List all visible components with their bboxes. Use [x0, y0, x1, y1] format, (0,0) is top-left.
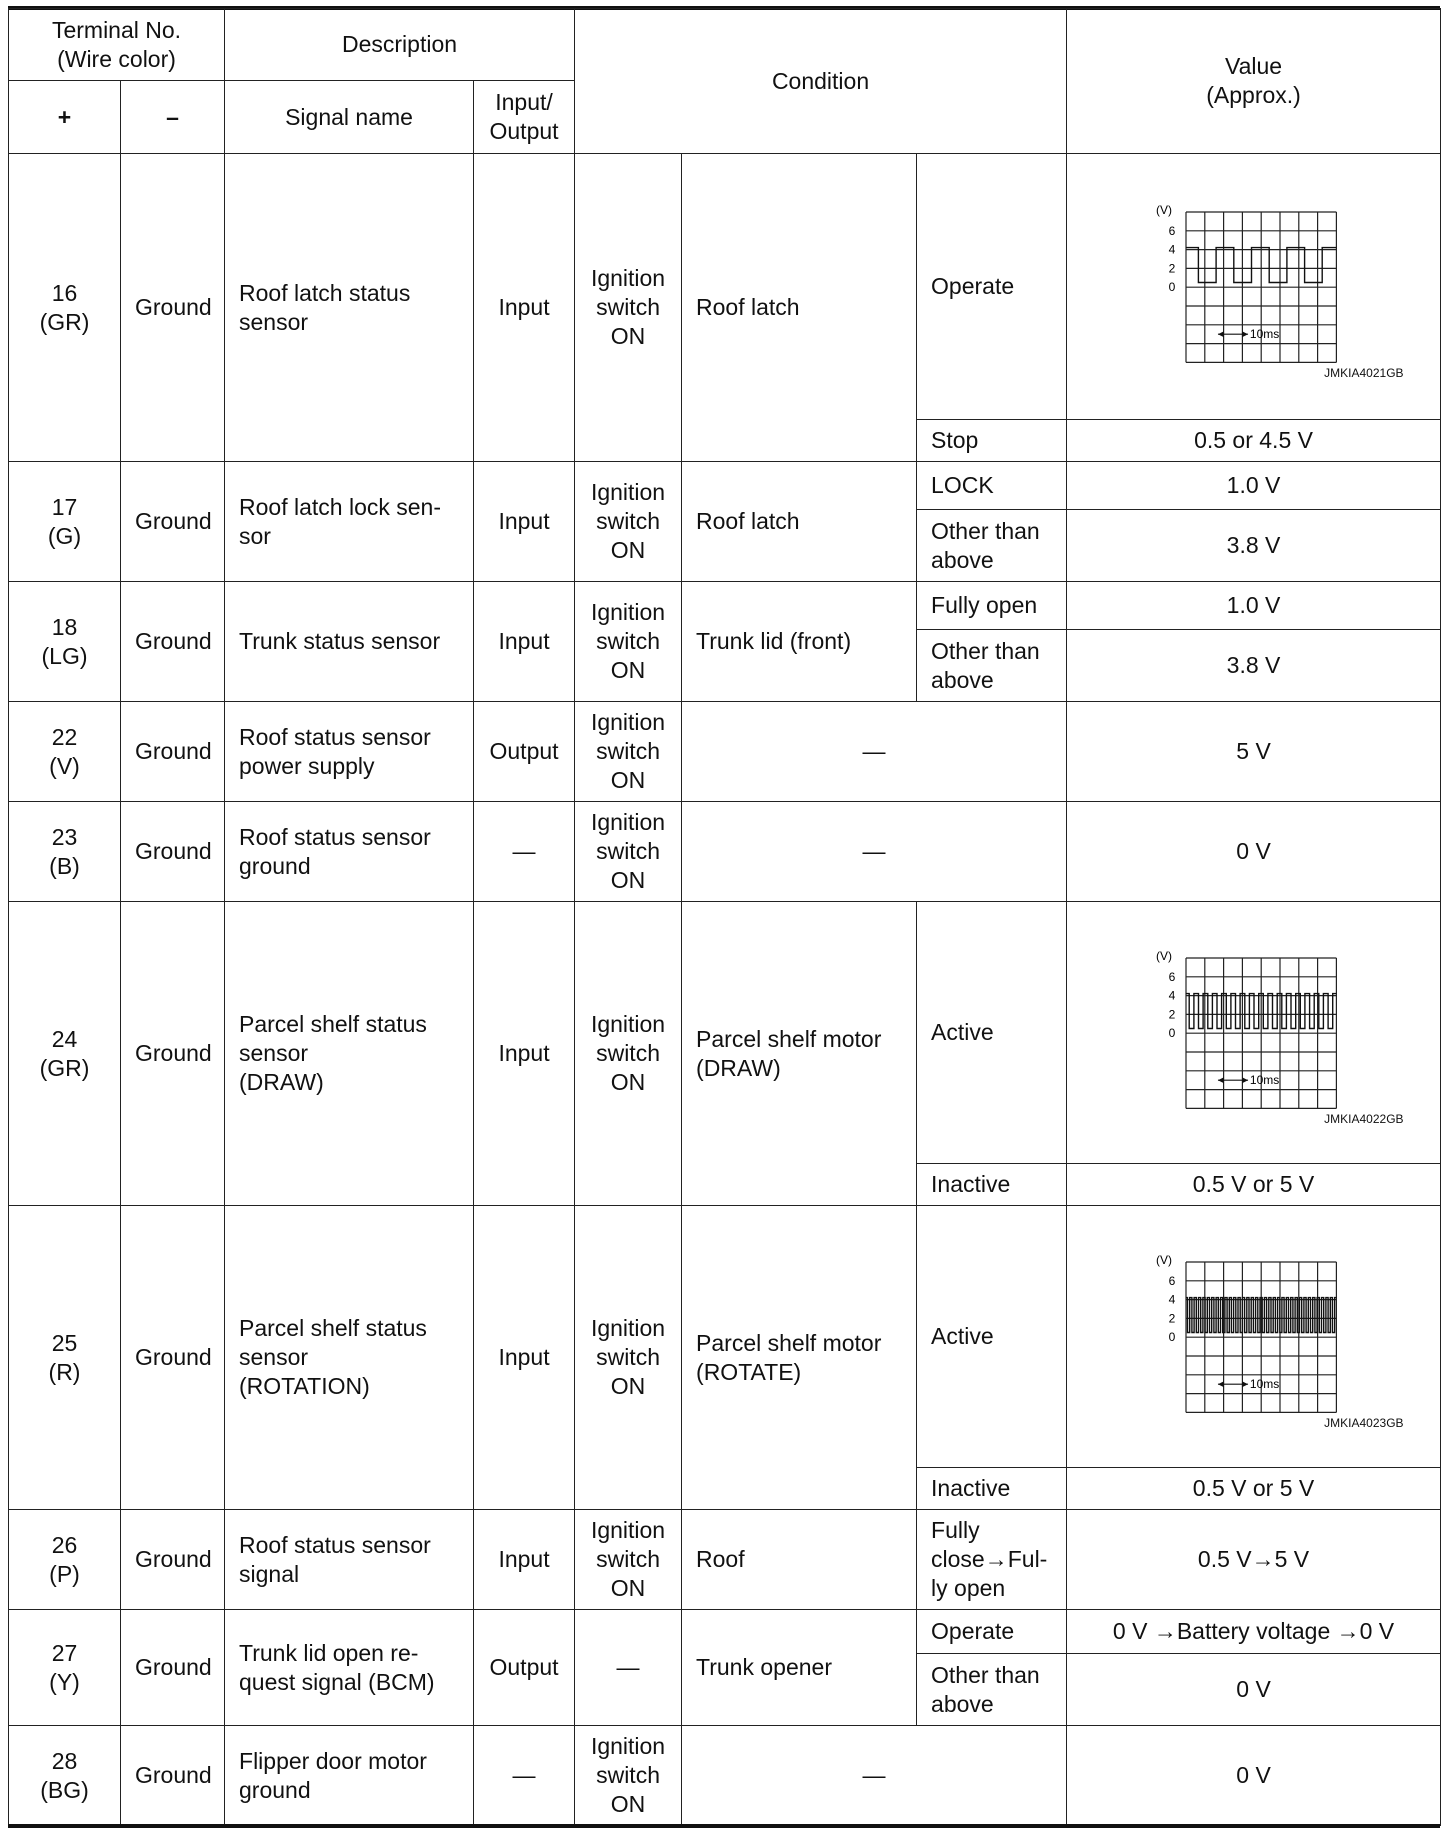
ignition-cell	[575, 1726, 682, 1826]
signal-name-cell-line: Trunk lid open re-	[239, 1639, 419, 1666]
signal-name-cell-line: Roof latch lock sen-	[239, 493, 441, 520]
terminal-number: 26	[51, 1531, 78, 1558]
signal-name-cell-line: Roof latch status	[239, 279, 411, 306]
ignition-cell-line: ON	[610, 657, 646, 683]
waveform-svg	[1104, 1248, 1404, 1416]
header-row-1	[9, 9, 1441, 81]
ground-cell: Ground	[121, 462, 225, 582]
signal-name-cell-line: sor	[239, 522, 271, 549]
y-tick-label: 2	[1168, 1310, 1175, 1325]
waveform-chart	[1104, 944, 1404, 1126]
state-name: Stop	[917, 420, 1067, 462]
value-label: Value	[1224, 53, 1283, 79]
value-cell: 0.5 V or 5 V	[1067, 1468, 1441, 1510]
wire-color: (GR)	[39, 1054, 90, 1081]
terminal-header	[9, 9, 225, 81]
ignition-cell-line: switch	[596, 508, 660, 534]
ground-cell: Ground	[121, 902, 225, 1206]
state-name: Inactive	[917, 1468, 1067, 1510]
signal-name-cell-line: quest signal (BCM)	[239, 1668, 435, 1695]
signal-name-cell-line: ground	[239, 1776, 311, 1803]
value-cell: 0 V	[1067, 1726, 1441, 1826]
ground-cell: Ground	[121, 1726, 225, 1826]
ignition-cell-line: Ignition	[590, 709, 666, 735]
waveform-chart	[1104, 1248, 1404, 1430]
value-cell: 0 V	[1067, 1654, 1441, 1726]
state-name: Operate	[917, 1610, 1067, 1654]
figure-code: JMKIA4021GB	[1324, 365, 1404, 380]
ignition-cell-line: ON	[610, 867, 646, 893]
signal-name-cell	[225, 802, 474, 902]
ignition-cell-line: switch	[596, 294, 660, 320]
state-name: Active	[917, 1206, 1067, 1468]
y-tick-label: 2	[1168, 1006, 1175, 1021]
ignition-cell-line: —	[616, 1654, 640, 1680]
ground-cell: Ground	[121, 802, 225, 902]
wire-color: (GR)	[39, 308, 90, 335]
signal-name-cell	[225, 462, 474, 582]
table-row	[9, 1610, 1441, 1654]
terminal-cell	[9, 462, 121, 582]
state-name: Other than above	[917, 630, 1067, 702]
y-tick-label: 0	[1168, 1025, 1175, 1040]
condition-cell: Roof latch	[682, 154, 917, 462]
ignition-cell	[575, 702, 682, 802]
signal-name-cell-line: ground	[239, 852, 311, 879]
io-cell: Input	[474, 1206, 575, 1510]
wire-color: (B)	[49, 852, 80, 879]
wire-color: (LG)	[41, 642, 88, 669]
signal-name-cell	[225, 582, 474, 702]
plus-header: +	[9, 81, 121, 154]
signal-name-cell-line: (DRAW)	[239, 1069, 324, 1095]
condition-cell: —	[682, 802, 1067, 902]
terminal-number: 18	[51, 613, 78, 640]
table-row	[9, 902, 1441, 1164]
condition-cell-line: Parcel shelf motor	[696, 1025, 882, 1052]
table-row	[9, 462, 1441, 510]
time-scale-label: 10ms	[1249, 326, 1279, 341]
ignition-cell-line: ON	[610, 1575, 646, 1601]
time-arrow-left	[1217, 1381, 1223, 1387]
value-cell: 0.5 V or 5 V	[1067, 1164, 1441, 1206]
state-name: Fully open	[917, 582, 1067, 630]
y-tick-label: 4	[1168, 988, 1175, 1003]
terminal-table-wrapper	[8, 8, 1440, 1826]
y-tick-label: 0	[1168, 279, 1175, 294]
table-body	[9, 154, 1441, 1826]
waveform-svg	[1104, 944, 1404, 1112]
time-arrow-right	[1242, 1077, 1248, 1083]
ignition-cell-line: ON	[610, 323, 646, 349]
state-name: Other than above	[917, 1654, 1067, 1726]
signal-name-cell	[225, 1206, 474, 1510]
wire-color: (BG)	[40, 1776, 89, 1803]
terminal-number: 16	[51, 279, 78, 306]
condition-cell-line: Parcel shelf motor	[696, 1329, 882, 1356]
state-name: Active	[917, 902, 1067, 1164]
ignition-cell-line: Ignition	[590, 1011, 666, 1037]
value-cell: 0 V	[1067, 802, 1441, 902]
ignition-cell-line: Ignition	[590, 265, 666, 291]
io-cell: Output	[474, 702, 575, 802]
y-tick-label: 0	[1168, 1329, 1175, 1344]
terminal-cell	[9, 1206, 121, 1510]
condition-cell: —	[682, 1726, 1067, 1826]
ground-cell: Ground	[121, 702, 225, 802]
ground-cell: Ground	[121, 1610, 225, 1726]
y-unit-label: (V)	[1155, 948, 1172, 963]
signal-name-cell	[225, 1726, 474, 1826]
wire-color: (V)	[49, 752, 80, 779]
signal-name-cell-line: Flipper door motor	[239, 1747, 427, 1774]
io-cell: Input	[474, 154, 575, 462]
ignition-cell	[575, 802, 682, 902]
signal-name-cell	[225, 1510, 474, 1610]
signal-name-cell-line: power supply	[239, 752, 375, 779]
ignition-cell-line: Ignition	[590, 479, 666, 505]
signal-name-cell-line: Parcel shelf status	[239, 1315, 427, 1341]
signal-name-cell	[225, 154, 474, 462]
y-tick-label: 2	[1168, 260, 1175, 275]
value-header	[1067, 9, 1441, 154]
terminal-no-label: Terminal No.	[51, 16, 182, 43]
condition-cell: Roof latch	[682, 462, 917, 582]
figure-code: JMKIA4023GB	[1324, 1415, 1404, 1430]
ignition-cell-line: Ignition	[590, 1315, 666, 1341]
value-cell: 3.8 V	[1067, 510, 1441, 582]
terminal-number: 22	[51, 723, 78, 750]
condition-cell: Roof	[682, 1510, 917, 1610]
ground-cell: Ground	[121, 154, 225, 462]
value-cell: 5 V	[1067, 702, 1441, 802]
ground-cell: Ground	[121, 582, 225, 702]
waveform-cell	[1067, 1206, 1441, 1468]
condition-header: Condition	[575, 9, 1067, 154]
table-row	[9, 802, 1441, 902]
y-tick-label: 6	[1168, 223, 1175, 238]
wire-color-label: (Wire color)	[57, 45, 176, 72]
figure-code: JMKIA4022GB	[1324, 1111, 1404, 1126]
y-unit-label: (V)	[1155, 202, 1172, 217]
signal-name-cell-line: Parcel shelf status	[239, 1011, 427, 1037]
ignition-cell	[575, 902, 682, 1206]
ignition-cell-line: Ignition	[590, 1517, 666, 1543]
terminal-cell	[9, 702, 121, 802]
terminal-cell	[9, 1610, 121, 1726]
terminal-cell	[9, 582, 121, 702]
table-row	[9, 1206, 1441, 1468]
ignition-cell	[575, 582, 682, 702]
approx-label: (Approx.)	[1206, 82, 1301, 108]
io-header	[474, 81, 575, 154]
signal-name-cell	[225, 702, 474, 802]
ignition-cell-line: switch	[596, 1040, 660, 1066]
ignition-cell-line: switch	[596, 1344, 660, 1370]
condition-cell	[682, 1206, 917, 1510]
time-scale-label: 10ms	[1249, 1376, 1279, 1391]
state-name	[917, 1510, 1067, 1610]
io-cell: —	[474, 1726, 575, 1826]
wire-color: (P)	[49, 1560, 80, 1587]
ignition-cell-line: switch	[596, 1762, 660, 1788]
value-cell: 0.5 V→5 V	[1067, 1510, 1441, 1610]
ignition-cell-line: switch	[596, 838, 660, 864]
ignition-cell-line: Ignition	[590, 599, 666, 625]
value-cell: 0.5 or 4.5 V	[1067, 420, 1441, 462]
minus-header: –	[121, 81, 225, 154]
ignition-cell	[575, 1206, 682, 1510]
waveform-cell	[1067, 902, 1441, 1164]
signal-name-cell-line: Roof status sensor	[239, 823, 431, 850]
signal-name-cell	[225, 902, 474, 1206]
value-cell: 3.8 V	[1067, 630, 1441, 702]
condition-cell: —	[682, 702, 1067, 802]
y-tick-label: 6	[1168, 1273, 1175, 1288]
io-cell: Input	[474, 1510, 575, 1610]
condition-cell-line: (DRAW)	[696, 1054, 781, 1081]
wire-color: (G)	[47, 522, 82, 549]
signal-name-cell-line: sensor	[239, 1040, 309, 1066]
ignition-cell-line: Ignition	[590, 1733, 666, 1759]
io-cell: Input	[474, 902, 575, 1206]
ignition-cell	[575, 1610, 682, 1726]
waveform-cell	[1067, 154, 1441, 420]
terminal-cell	[9, 902, 121, 1206]
signal-name-cell-line: Roof status sensor	[239, 1531, 431, 1558]
terminal-number: 17	[51, 493, 78, 520]
terminal-cell	[9, 154, 121, 462]
state-name-line: close→Ful-	[931, 1546, 1048, 1572]
ignition-cell-line: ON	[610, 767, 646, 793]
terminal-table	[8, 8, 1441, 1826]
state-name-line: Fully	[931, 1517, 980, 1543]
time-arrow-left	[1217, 1077, 1223, 1083]
ground-cell: Ground	[121, 1510, 225, 1610]
ignition-cell-line: Ignition	[590, 809, 666, 835]
table-row	[9, 1510, 1441, 1610]
table-row	[9, 702, 1441, 802]
y-unit-label: (V)	[1155, 1252, 1172, 1267]
io-cell: Input	[474, 462, 575, 582]
ignition-cell-line: ON	[610, 1069, 646, 1095]
state-name: Inactive	[917, 1164, 1067, 1206]
table-row	[9, 582, 1441, 630]
wire-color: (Y)	[49, 1668, 80, 1695]
time-arrow-right	[1242, 1381, 1248, 1387]
signal-name-header: Signal name	[225, 81, 474, 154]
value-cell: 1.0 V	[1067, 462, 1441, 510]
io-label-2: Output	[489, 118, 559, 144]
wire-color: (R)	[48, 1358, 81, 1385]
terminal-number: 23	[51, 823, 78, 850]
state-name-line: ly open	[931, 1575, 1006, 1601]
signal-name-cell-line: sensor	[239, 1344, 309, 1370]
signal-name-cell-line: signal	[239, 1560, 300, 1587]
signal-name-cell-line: Trunk status sensor	[239, 628, 441, 654]
state-name: Other than above	[917, 510, 1067, 582]
ignition-cell-line: ON	[610, 1373, 646, 1399]
io-cell: Input	[474, 582, 575, 702]
state-name: LOCK	[917, 462, 1067, 510]
condition-cell	[682, 902, 917, 1206]
y-tick-label: 6	[1168, 969, 1175, 984]
ignition-cell	[575, 1510, 682, 1610]
ignition-cell-line: switch	[596, 738, 660, 764]
terminal-number: 24	[51, 1025, 78, 1052]
ignition-cell	[575, 154, 682, 462]
signal-name-cell-line: sensor	[239, 308, 309, 335]
ignition-cell-line: ON	[610, 537, 646, 563]
ignition-cell	[575, 462, 682, 582]
time-scale-label: 10ms	[1249, 1072, 1279, 1087]
terminal-number: 25	[51, 1329, 78, 1356]
io-cell: —	[474, 802, 575, 902]
waveform-svg	[1104, 198, 1404, 366]
condition-cell: Trunk lid (front)	[682, 582, 917, 702]
state-name: Operate	[917, 154, 1067, 420]
signal-name-cell-line: (ROTATION)	[239, 1373, 370, 1399]
terminal-cell	[9, 802, 121, 902]
terminal-cell	[9, 1726, 121, 1826]
io-cell: Output	[474, 1610, 575, 1726]
terminal-number: 27	[51, 1639, 78, 1666]
ignition-cell-line: switch	[596, 1546, 660, 1572]
condition-cell: Trunk opener	[682, 1610, 917, 1726]
terminal-number: 28	[51, 1747, 78, 1774]
ignition-cell-line: ON	[610, 1791, 646, 1817]
description-header: Description	[225, 9, 575, 81]
condition-cell-line: (ROTATE)	[696, 1358, 802, 1385]
terminal-cell	[9, 1510, 121, 1610]
y-tick-label: 4	[1168, 1292, 1175, 1307]
value-cell: 1.0 V	[1067, 582, 1441, 630]
ignition-cell-line: switch	[596, 628, 660, 654]
time-arrow-left	[1217, 331, 1223, 337]
table-row	[9, 154, 1441, 420]
table-row	[9, 1726, 1441, 1826]
ground-cell: Ground	[121, 1206, 225, 1510]
value-cell: 0 V →Battery voltage →0 V	[1067, 1610, 1441, 1654]
time-arrow-right	[1242, 331, 1248, 337]
signal-name-cell	[225, 1610, 474, 1726]
signal-name-cell-line: Roof status sensor	[239, 723, 431, 750]
waveform-chart	[1104, 198, 1404, 380]
y-tick-label: 4	[1168, 242, 1175, 257]
io-label-1: Input/	[495, 89, 553, 115]
bottom-rule	[8, 1824, 1440, 1828]
